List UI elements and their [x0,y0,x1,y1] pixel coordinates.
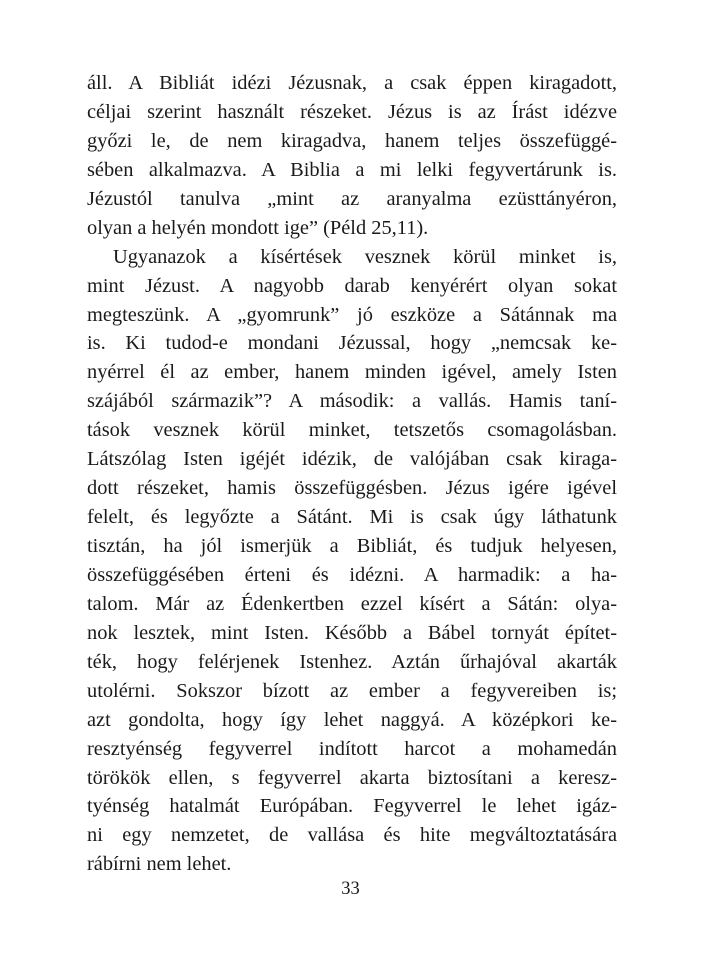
text-line: is. Ki tudod-e mondani Jézussal, hogy „nemcsak ke- [87,332,617,355]
text-line: nok lesztek, mint Isten. Később a Bábel tornyát építet- [87,621,617,644]
text-line: összefüggésében érteni és idézni. A harmadik: a ha- [87,563,617,586]
text-line: ni egy nemzetet, de vallása és hite megváltoztatására [87,824,617,847]
text-line: törökök ellen, s fegyverrel akarta biztosítani a keresz- [87,766,617,789]
text-line: tyénség hatalmát Európában. Fegyverrel le lehet igáz- [87,795,617,818]
paragraph-start-line: Ugyanazok a kísértések vesznek körül minket is, [113,245,617,268]
text-line: felelt, és legyőzte a Sátánt. Mi is csak úgy láthatunk [87,506,617,529]
text-line: ték, hogy felérjenek Istenhez. Aztán űrhajóval akarták [87,650,617,673]
text-line: áll. A Bibliát idézi Jézusnak, a csak éppen kiragadott, [87,72,617,94]
text-line: győzi le, de nem kiragadva, hanem teljes összefüggé- [87,129,617,152]
text-line: Látszólag Isten igéjét idézik, de valójában csak kiraga- [87,448,617,471]
text-line: utolérni. Sokszor bízott az ember a fegyvereiben is; [87,679,617,702]
text-line: szájából származik”? A második: a vallás. Hamis taní- [87,390,617,413]
text-line: céljai szerint használt részeket. Jézus is az Írást idézve [87,100,617,123]
text-line: nyérrel él az ember, hanem minden igével, amely Isten [87,361,617,384]
text-line: mint Jézust. A nagyobb darab kenyérért olyan sokat [87,274,617,297]
text-line: dott részeket, hamis összefüggésben. Jézus igére igével [87,477,617,500]
page-number: 33 [341,879,360,899]
text-line: sében alkalmazva. A Biblia a mi lelki fegyvertárunk is. [87,158,617,181]
text-line: rábírni nem lehet. [87,853,232,876]
body-text [87,69,617,879]
text-line: megteszünk. A „gyomrunk” jó eszköze a Sátánnak ma [87,303,617,326]
text-line: Jézustól tanulva „mint az aranyalma ezüsttányéron, [87,187,617,210]
text-line: tások vesznek körül minket, tetszetős csomagolásban. [87,419,617,442]
text-line: tisztán, ha jól ismerjük a Bibliát, és tudjuk helyesen, [87,535,617,557]
text-line: olyan a helyén mondott ige” (Péld 25,11). [87,216,429,239]
text-line: talom. Már az Édenkertben ezzel kísért a Sátán: olya- [87,592,617,615]
text-line: azt gondolta, hogy így lehet naggyá. A középkori ke- [87,708,617,731]
text-line: resztyénség fegyverrel indított harcot a mohamedán [87,737,617,760]
